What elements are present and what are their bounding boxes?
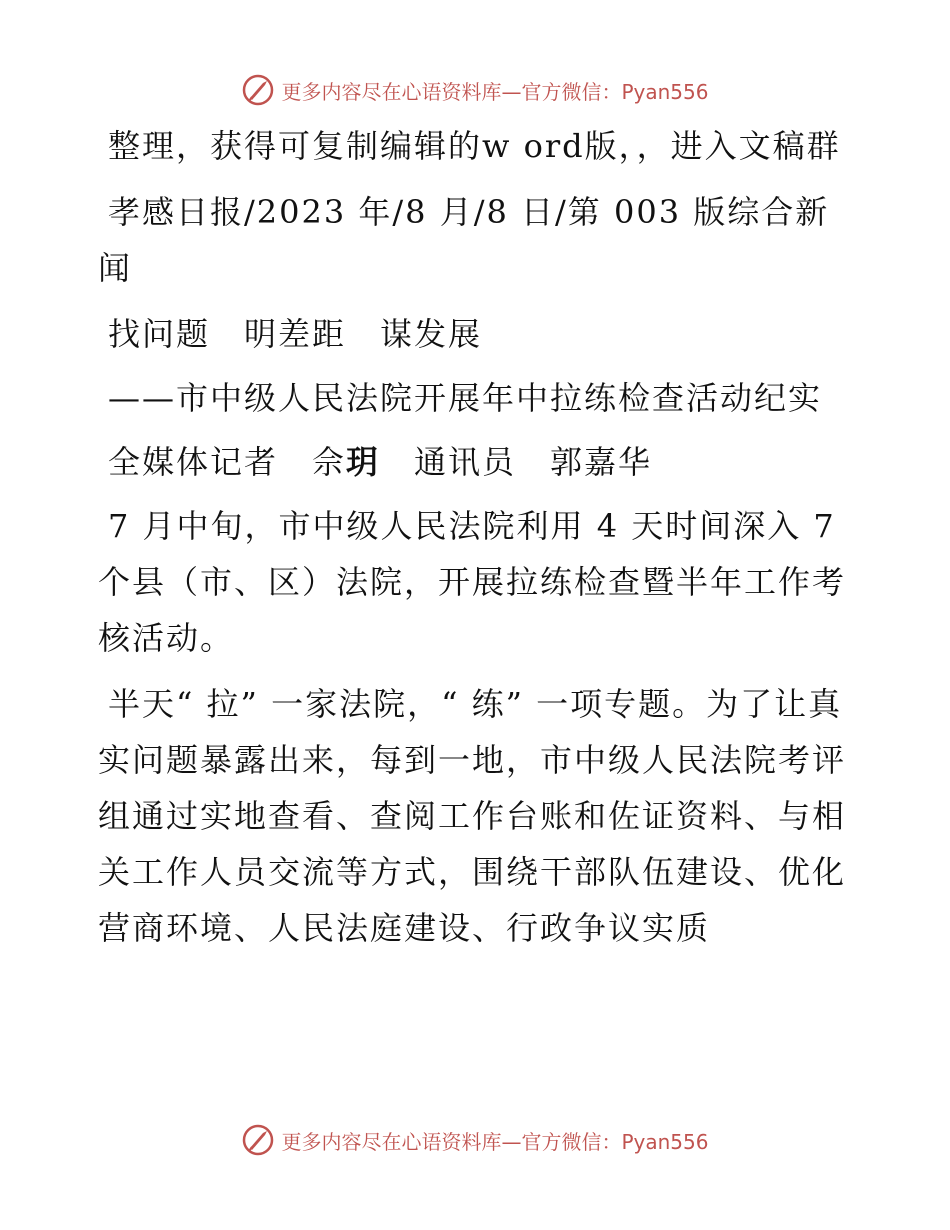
- article-subtitle: ——市中级人民法院开展年中拉练检查活动纪实: [108, 379, 823, 417]
- body-paragraph-2: 半天“ 拉” 一家法院，“ 练” 一项专题。为了让真实问题暴露出来，每到一地，市中级人民法院考评组通过实地查看、查阅工作台账和佐证资料、与相关工作人员交流等方式，围绕干部队伍建设、优化营商环境、人民法庭建设、行政争议实质: [98, 685, 847, 947]
- document-body: [98, 118, 850, 966]
- byline: [98, 434, 850, 490]
- watermark-text: 更多内容尽在心语资料库—官方微信：Pyan556: [281, 1129, 709, 1154]
- byline-prefix: 全媒体记者 佘: [108, 443, 347, 481]
- article-title: 找问题 明差距 谋发展: [108, 315, 483, 353]
- source-line: 孝感日报/2023 年/8 月/8 日/第 003 版综合新闻: [98, 193, 830, 287]
- intro-paragraph: 整理，获得可复制编辑的w ord版，，进入文稿群: [108, 127, 841, 165]
- byline-suffix: 通讯员 郭嘉华: [380, 443, 653, 481]
- body-paragraph-1: 7 月中旬，市中级人民法院利用 4 天时间深入 7 个县（市、区）法院，开展拉练检查暨半年工作考核活动。: [98, 507, 847, 657]
- quill-pen-logo-icon: [241, 73, 275, 107]
- byline-name-char: 玥: [346, 443, 381, 481]
- watermark-text: 更多内容尽在心语资料库—官方微信：Pyan556: [281, 79, 709, 104]
- quill-pen-logo-icon: [241, 1123, 275, 1157]
- header-watermark-banner: [0, 70, 950, 110]
- footer-watermark-banner: [0, 1120, 950, 1160]
